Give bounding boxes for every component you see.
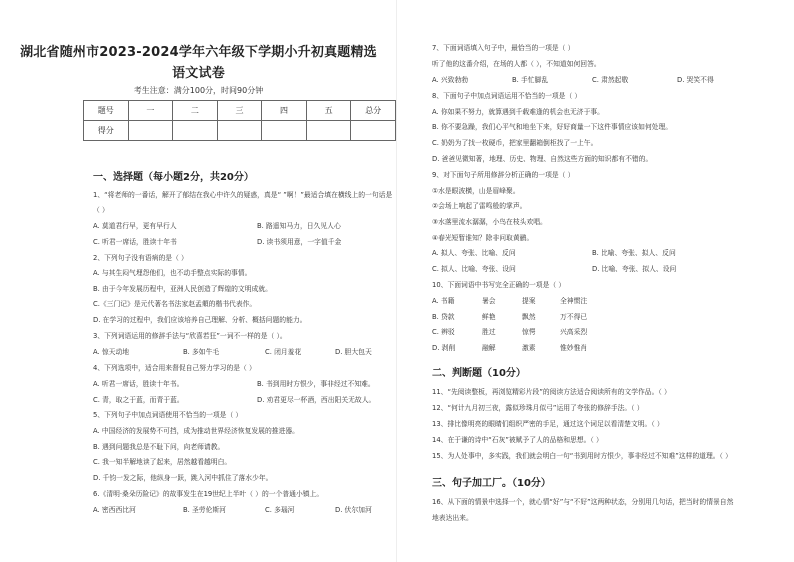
option: B. 遇到问题我总是不耻下问，向老师请教。 [93, 443, 225, 451]
word: 激素 [522, 344, 536, 352]
option: B. 比喻、夸张、拟人、反问 [592, 249, 676, 257]
word: 胜过 [482, 328, 496, 336]
exam-subtitle: 语文试卷 [172, 66, 225, 81]
score-cell [262, 121, 307, 141]
question-line: 7、下面词语填入句子中，最恰当的一项是（ ） [432, 44, 575, 52]
question-line: 8、下面句子中加点词语运用不恰当的一项是（ ） [432, 92, 582, 100]
score-cell [128, 121, 173, 141]
question-line: （ ） [93, 206, 109, 214]
option: D. 千钧一发之际，他纵身一跃，跳入河中抓住了落水少年。 [93, 474, 273, 482]
option: D. 比喻、夸张、拟人、设问 [592, 265, 677, 273]
sentence: ①水是眼波横，山是眉峰聚。 [432, 187, 520, 195]
word: 兴高采烈 [560, 328, 588, 336]
option: C. 奶奶为了找一枚硬币，把家里翻箱倒柜找了一上午。 [432, 139, 598, 147]
score-row-label: 得分 [84, 121, 129, 141]
score-cell [306, 121, 351, 141]
word: 全神惯注 [560, 297, 588, 305]
question-line: 听了他的这番介绍，在场的人都（ ），不知道如何回答。 [432, 60, 601, 68]
option: D. 伏尔加河 [335, 506, 372, 514]
question-line: 3、下列词语运用的修辞手法与“欣喜若狂”一词不一样的是（ ）。 [93, 332, 287, 340]
sentence: ②会场上响起了雷鸣般的掌声。 [432, 202, 527, 210]
question-line: 11、“先阅读整板，再浏览精彩片段”的阅读方法适合阅读所有的文学作品。（ ） [432, 388, 671, 396]
score-header-cell: 一 [128, 101, 173, 121]
question-line: 2、下列句子没有语病的是（ ） [93, 254, 188, 262]
option: C. 闭月羞花 [265, 348, 302, 356]
sentence: ④春光短暂谁知？除非问取黄鹂。 [432, 234, 534, 242]
question-line: 16、从下面的情景中选择一个，就心情“好”与“不好”这两种状态，分别用几句话，把当时的情景自然 [432, 498, 734, 506]
question-line: 4、下列选项中，适合用来督促自己努力学习的是（ ） [93, 364, 256, 372]
score-cell [173, 121, 218, 141]
section-heading-judge: 二、判断题（10分） [432, 368, 526, 379]
question-line: 6.《清明·桑朵历险记》的故事发生在19世纪上半叶（ ）的一个普通小镇上。 [93, 490, 324, 498]
question-line: 13、排比像明亮的眼睛们组织严密的手足，通过这个词足以看清楚文明。（ ） [432, 420, 664, 428]
word: B. 贷款 [432, 313, 455, 321]
option: A. 密西西比河 [93, 506, 136, 514]
word: 飘然 [522, 313, 536, 321]
word: 鲜艳 [482, 313, 496, 321]
option: D. 劝君更尽一杯酒，西出阳关无故人。 [257, 396, 376, 404]
option: C. 青，取之于蓝，而青于蓝。 [93, 396, 184, 404]
option: D. 读书须用意，一字值千金 [257, 238, 342, 246]
score-header-cell: 题号 [84, 101, 129, 121]
word: 提案 [522, 297, 536, 305]
section-heading-sentence: 三、句子加工厂。（10分） [432, 478, 551, 489]
option: D. 在学习的过程中，我们应该培养自己理解、分析、概括问题的能力。 [93, 316, 307, 324]
word: 万不得已 [560, 313, 588, 321]
option: C. 拟人、比喻、夸张、设问 [432, 265, 516, 273]
option: B. 手忙脚乱 [512, 76, 549, 84]
question-line: 10、下面词语中书写完全正确的一项是（ ） [432, 281, 566, 289]
question-line: 1、“将老师的一番话，解开了郁结在我心中许久的疑惑，真是“ ”啊！”最适合填在横线上的一句话是 [93, 191, 393, 199]
score-table [83, 100, 396, 141]
score-cell [217, 121, 262, 141]
option: B. 你不要急躁，我们心平气和地坐下来，好好商量一下这件事情应该如何处理。 [432, 123, 673, 131]
exam-notice: 考生注意：满分100分，时间90分钟 [133, 86, 264, 95]
word: C. 辨驳 [432, 328, 455, 336]
score-header-cell: 五 [306, 101, 351, 121]
option: C. 我一知半解地读了起来，居然越看越明白。 [93, 458, 232, 466]
score-table-score-row [84, 121, 396, 141]
option: B. 圣劳伦斯河 [183, 506, 226, 514]
option: B. 路遥知马力，日久见人心 [257, 222, 341, 230]
section-heading-choice: 一、选择题（每小题2分，共20分） [93, 172, 254, 183]
score-table-header-row [84, 101, 396, 121]
word: 暑会 [482, 297, 496, 305]
option: D. 哭笑不得 [677, 76, 714, 84]
score-header-cell: 四 [262, 101, 307, 121]
option: A. 听君一席话，胜读十年书。 [93, 380, 184, 388]
option: A. 拟人、夸张、比喻、反问 [432, 249, 516, 257]
question-line: 14、在于谦的诗中“石灰”被赋予了人的品格和思想。（ ） [432, 436, 603, 444]
score-header-cell: 二 [173, 101, 218, 121]
option: A. 与其生闷气埋怨他们，也不动手整点实际的事情。 [93, 269, 252, 277]
option: C.《三门记》是元代著名书法家赵孟頫的楷书代表作。 [93, 300, 257, 308]
question-line: 5、下列句子中加点词语使用不恰当的一项是（ ） [93, 411, 243, 419]
option: A. 惊天动地 [93, 348, 130, 356]
option: B. 由于今年发展历程中，亚洲人民创造了辉煌的文明成就。 [93, 285, 272, 293]
word: 惟妙惟肖 [560, 344, 588, 352]
right-page [397, 0, 794, 562]
option: A. 兴致勃勃 [432, 76, 469, 84]
option: A. 你如果不努力，就算遇到千载难逢的机会也无济于事。 [432, 108, 604, 116]
word: A. 书籍 [432, 297, 455, 305]
question-line: 15、为人处事中，多实践，我们就会明白一句“书到用时方恨少，事非经过不知难”这样的道理。（ ） [432, 452, 732, 460]
option: C. 多瑙河 [265, 506, 295, 514]
option: B. 书到用时方恨少，事非经过不知难。 [257, 380, 375, 388]
question-line: 9、对下面句子所用修辞分析正确的一项是（ ） [432, 171, 575, 179]
exam-title: 湖北省随州市2023-2024学年六年级下学期小升初真题精选 [20, 45, 377, 60]
option: C. 听君一席话，胜读十年书 [93, 238, 177, 246]
question-line: 12、“何计九月初三夜，露似珍珠月似弓”运用了夸张的修辞手法。（ ） [432, 404, 644, 412]
sentence: ③水落里流水潺潺，小鸟在枝头欢唱。 [432, 218, 547, 226]
question-line: 地表达出来。 [432, 514, 473, 522]
option: D. 胆大包天 [335, 348, 372, 356]
option: A. 莫道君行早，更有早行人 [93, 222, 177, 230]
option: B. 多如牛毛 [183, 348, 220, 356]
word: 融解 [482, 344, 496, 352]
score-header-cell: 三 [217, 101, 262, 121]
option: A. 中国经济的发展势不可挡，成为推动世界经济恢复发展的推进器。 [93, 427, 299, 435]
score-header-cell: 总分 [351, 101, 396, 121]
option: C. 肃然起敬 [592, 76, 629, 84]
option: D. 爸爸见微知著，地理、历史、物理、自然这些方面的知识都有不错的。 [432, 155, 653, 163]
word: D. 剥削 [432, 344, 456, 352]
word: 惊愕 [522, 328, 536, 336]
score-cell [351, 121, 396, 141]
